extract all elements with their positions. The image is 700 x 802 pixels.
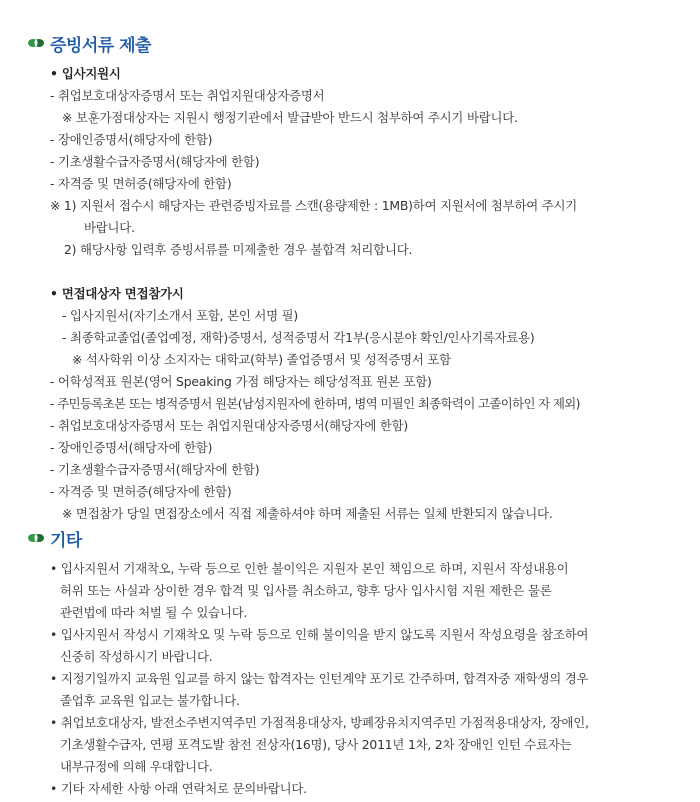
list-item: - 어학성적표 원본(영어 Speaking 가점 해당자는 해당성적표 원본 포함) bbox=[50, 374, 432, 389]
list-item: - 기초생활수급자증명서(해당자에 한함) bbox=[50, 154, 260, 169]
list-item: - 장애인증명서(해당자에 한함) bbox=[50, 440, 213, 455]
list-item: • 취업보호대상자, 발전소주변지역주민 가점적용대상자, 방폐장유치지역주민 가점적용대상자, 장애인, bbox=[50, 715, 589, 730]
list-item: 2) 해당사항 입력후 증빙서류를 미제출한 경우 불합격 처리합니다. bbox=[64, 242, 413, 257]
list-item: 허위 또는 사실과 상이한 경우 합격 및 입사를 취소하고, 향후 당사 입사시험 지원 제한은 물론 bbox=[60, 583, 552, 598]
leaf-bullet-icon bbox=[28, 533, 44, 543]
list-item: • 입사지원시 bbox=[50, 66, 121, 81]
list-item: 신중히 작성하시기 바랍니다. bbox=[60, 649, 213, 664]
list-item: 내부규정에 의해 우대합니다. bbox=[60, 759, 213, 774]
list-item: - 취업보호대상자증명서 또는 취업지원대상자증명서 bbox=[50, 88, 325, 103]
section-title-text: 기타 bbox=[50, 530, 82, 551]
list-item: 졸업후 교육원 입교는 불가합니다. bbox=[60, 693, 240, 708]
list-item: • 입사지원서 기재착오, 누락 등으로 인한 불이익은 지원자 본인 책임으로 하며, 지원서 작성내용이 bbox=[50, 561, 569, 576]
list-item: • 면접대상자 면접참가시 bbox=[50, 286, 184, 301]
list-item: ※ 면접참가 당일 면접장소에서 직접 제출하셔야 하며 제출된 서류는 일체 반환되지 않습니다. bbox=[62, 506, 553, 521]
list-item: • 지정기일까지 교육원 입교를 하지 않는 합격자는 인턴계약 포기로 간주하며, 합격자중 재학생의 경우 bbox=[50, 671, 589, 686]
list-item: ※ 석사학위 이상 소지자는 대학교(학부) 졸업증명서 및 성적증명서 포함 bbox=[72, 352, 451, 367]
list-item: - 최종학교졸업(졸업예정, 재학)증명서, 성적증명서 각1부(응시분야 확인/인사기록자료용) bbox=[62, 330, 535, 345]
list-item: 기초생활수급자, 연평 포격도발 참전 전상자(16명), 당사 2011년 1차, 2차 장애인 인턴 수료자는 bbox=[60, 737, 572, 752]
leaf-bullet-icon bbox=[28, 38, 44, 48]
list-item: - 자격증 및 면허증(해당자에 한함) bbox=[50, 484, 232, 499]
list-item: ※ 보훈가점대상자는 지원시 행정기관에서 발급받아 반드시 첨부하여 주시기 바랍니다. bbox=[62, 110, 518, 125]
list-item: - 입사지원서(자기소개서 포함, 본인 서명 필) bbox=[62, 308, 299, 323]
list-item: - 기초생활수급자증명서(해당자에 한함) bbox=[50, 462, 260, 477]
section-title-etc bbox=[28, 525, 82, 551]
list-item: - 장애인증명서(해당자에 한함) bbox=[50, 132, 213, 147]
section-title-text: 증빙서류 제출 bbox=[50, 35, 151, 56]
list-item: ※ 1) 지원서 접수시 해당자는 관련증빙자료를 스캔(용량제한 : 1MB)하여 지원서에 첨부하여 주시기 bbox=[50, 198, 578, 213]
list-item: - 주민등록초본 또는 병적증명서 원본(남성지원자에 한하며, 병역 미필인 최종학력이 고졸이하인 자 제외) bbox=[50, 396, 580, 411]
list-item: 바랍니다. bbox=[84, 220, 135, 235]
list-item: - 자격증 및 면허증(해당자에 한함) bbox=[50, 176, 232, 191]
section-title-documents bbox=[28, 30, 151, 56]
list-item: • 기타 자세한 사항 아래 연락처로 문의바랍니다. bbox=[50, 781, 307, 796]
list-item: - 취업보호대상자증명서 또는 취업지원대상자증명서(해당자에 한함) bbox=[50, 418, 409, 433]
list-item: • 입사지원서 작성시 기재착오 및 누락 등으로 인해 불이익을 받지 않도록 지원서 작성요령을 참조하여 bbox=[50, 627, 589, 642]
list-item: 관련법에 따라 처벌 될 수 있습니다. bbox=[60, 605, 248, 620]
